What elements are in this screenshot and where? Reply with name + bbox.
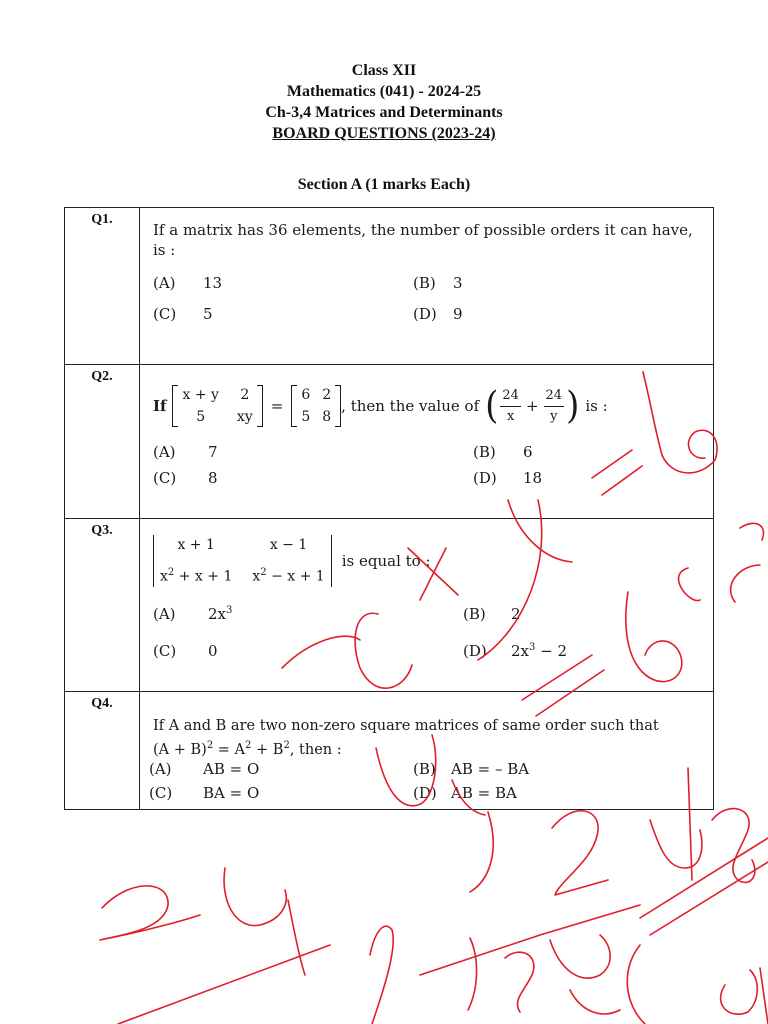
option-a <box>153 443 218 461</box>
scribble-stroke <box>420 905 640 975</box>
term: x <box>252 568 261 585</box>
option-value: 6 <box>523 443 533 461</box>
option-a <box>153 605 232 623</box>
matrix-left <box>178 385 256 427</box>
option-d <box>463 642 567 660</box>
option-label: (C) <box>149 784 173 802</box>
option-label: (D) <box>413 305 437 323</box>
term: + B <box>251 741 284 758</box>
stem-text: is : <box>585 397 608 415</box>
question-content <box>140 365 714 519</box>
stem-line: If a matrix has 36 elements, the number of possible orders it can have, <box>153 221 693 239</box>
question-row-q1 <box>65 208 714 365</box>
question-row-q3 <box>65 519 714 692</box>
term: x <box>160 568 168 585</box>
option-value: 18 <box>523 469 543 487</box>
numerator: 24 <box>500 386 521 407</box>
option-label: (A) <box>153 443 176 461</box>
exponent: 3 <box>226 605 233 616</box>
option-value: 2x <box>208 605 227 623</box>
question-number: Q3. <box>65 519 140 692</box>
scribble-stroke <box>118 945 330 1024</box>
scribble-stroke <box>760 968 768 1024</box>
question-stem <box>153 220 693 260</box>
option-label: (B) <box>463 605 486 623</box>
exponent: 2 <box>206 740 214 751</box>
scribble-stroke <box>570 990 620 1014</box>
question-stem <box>153 716 659 760</box>
scribble-stroke <box>640 838 768 918</box>
matrix-right <box>297 385 335 427</box>
subject-line: Mathematics (041) - 2024-25 <box>286 83 482 100</box>
right-paren: ) <box>566 384 580 428</box>
document-header <box>0 60 768 144</box>
scribble-stroke <box>721 970 758 1014</box>
option-label: (C) <box>153 642 177 660</box>
matrix-cell: 8 <box>322 409 332 425</box>
term: − x + 1 <box>266 568 325 585</box>
fraction <box>498 386 523 427</box>
option-label: (A) <box>149 760 172 778</box>
option-value: BA = O <box>203 784 260 802</box>
question-row-q4 <box>65 692 714 810</box>
option-value: 7 <box>208 443 218 461</box>
chapter-line: Ch-3,4 Matrices and Determinants <box>265 104 503 121</box>
exponent: 3 <box>529 642 536 653</box>
question-content <box>140 208 714 365</box>
stem-line: is : <box>153 241 176 259</box>
plus-sign: + <box>525 397 539 415</box>
fraction <box>542 386 567 427</box>
scribble-stroke <box>740 523 763 540</box>
option-b <box>413 760 529 778</box>
determinant-cell <box>252 563 324 587</box>
stem-line: If A and B are two non-zero square matrices of same order such that <box>153 718 659 734</box>
option-value: 0 <box>208 642 218 660</box>
scribble-stroke <box>505 952 534 1012</box>
matrix-cell: 2 <box>322 387 332 403</box>
scribble-stroke <box>468 938 477 1010</box>
scribble-stroke <box>288 900 305 975</box>
right-bracket <box>257 385 263 427</box>
option-label: (B) <box>413 274 436 292</box>
option-label: (C) <box>153 469 177 487</box>
scribble-stroke <box>550 935 610 978</box>
numerator: 24 <box>544 386 565 407</box>
matrix-cell: 2 <box>240 387 250 403</box>
option-d <box>413 784 517 802</box>
option-c <box>153 469 218 487</box>
option-value: 2 <box>511 605 521 623</box>
question-content <box>140 519 714 692</box>
option-label: (B) <box>473 443 496 461</box>
option-label: (D) <box>473 469 497 487</box>
scribble-stroke <box>650 862 768 935</box>
determinant <box>153 535 332 587</box>
option-c <box>153 305 213 323</box>
matrix-cell: x + y <box>182 387 219 403</box>
question-stem <box>153 535 431 587</box>
term: = A <box>213 741 246 758</box>
term: , then : <box>289 741 342 758</box>
option-c <box>153 642 218 660</box>
option-value: 3 <box>453 274 463 292</box>
scribble-stroke <box>470 812 493 892</box>
option-label: (D) <box>463 642 487 660</box>
option-label: (B) <box>413 760 436 778</box>
option-d <box>473 469 542 487</box>
option-label: (A) <box>153 274 176 292</box>
scribble-stroke <box>224 868 286 926</box>
option-label: (A) <box>153 605 176 623</box>
stem-text: is equal to : <box>341 551 431 570</box>
matrix-cell: xy <box>236 409 253 425</box>
question-content <box>140 692 714 810</box>
option-a <box>153 274 222 292</box>
option-d <box>413 305 463 323</box>
stem-text: If <box>153 397 167 415</box>
section-title: Section A (1 marks Each) <box>297 176 471 193</box>
option-value: 2x <box>511 642 530 660</box>
scribble-stroke <box>731 565 760 602</box>
question-number: Q1. <box>65 208 140 365</box>
scribble-stroke <box>712 809 755 883</box>
determinant-cell <box>160 563 232 587</box>
exponent: 2 <box>167 567 175 578</box>
determinant-cell: x − 1 <box>269 537 308 553</box>
exponent: 2 <box>283 740 290 751</box>
option-b <box>413 274 463 292</box>
questions-table <box>64 207 714 810</box>
question-stem <box>153 385 608 427</box>
option-value: 9 <box>453 305 463 323</box>
matrix-cell: 5 <box>196 409 206 425</box>
option-value: − 2 <box>535 642 568 660</box>
term: + x + 1 <box>174 568 233 585</box>
question-number: Q2. <box>65 365 140 519</box>
scribble-stroke <box>552 811 608 895</box>
exponent: 2 <box>260 567 267 578</box>
option-value: 8 <box>208 469 218 487</box>
scribble-stroke <box>627 945 645 1024</box>
equals-sign: = <box>270 397 284 415</box>
term: (A + B) <box>153 741 207 758</box>
board-questions-line: BOARD QUESTIONS (2023-24) <box>272 125 496 142</box>
exponent: 2 <box>245 740 252 751</box>
denominator: y <box>550 408 558 424</box>
scribble-stroke <box>650 820 702 868</box>
option-value: AB = – BA <box>451 760 530 778</box>
option-a <box>149 760 259 778</box>
stem-text: , then the value of <box>341 397 480 415</box>
determinant-cell: x + 1 <box>177 537 215 553</box>
option-label: (C) <box>153 305 177 323</box>
stem-line <box>153 736 659 760</box>
option-value: 5 <box>203 305 213 323</box>
question-row-q2 <box>65 365 714 519</box>
matrix-cell: 6 <box>301 387 311 403</box>
option-b <box>473 443 533 461</box>
option-label: (D) <box>413 784 437 802</box>
option-value: AB = O <box>203 760 260 778</box>
scribble-stroke <box>100 886 200 940</box>
matrix-cell: 5 <box>301 409 311 425</box>
option-value: 13 <box>203 274 223 292</box>
option-value: AB = BA <box>451 784 517 802</box>
question-number: Q4. <box>65 692 140 810</box>
option-c <box>149 784 259 802</box>
denominator: x <box>506 408 515 424</box>
scribble-stroke <box>370 926 393 1024</box>
option-b <box>463 605 521 623</box>
class-line: Class XII <box>351 62 417 79</box>
left-paren: ( <box>485 384 499 428</box>
